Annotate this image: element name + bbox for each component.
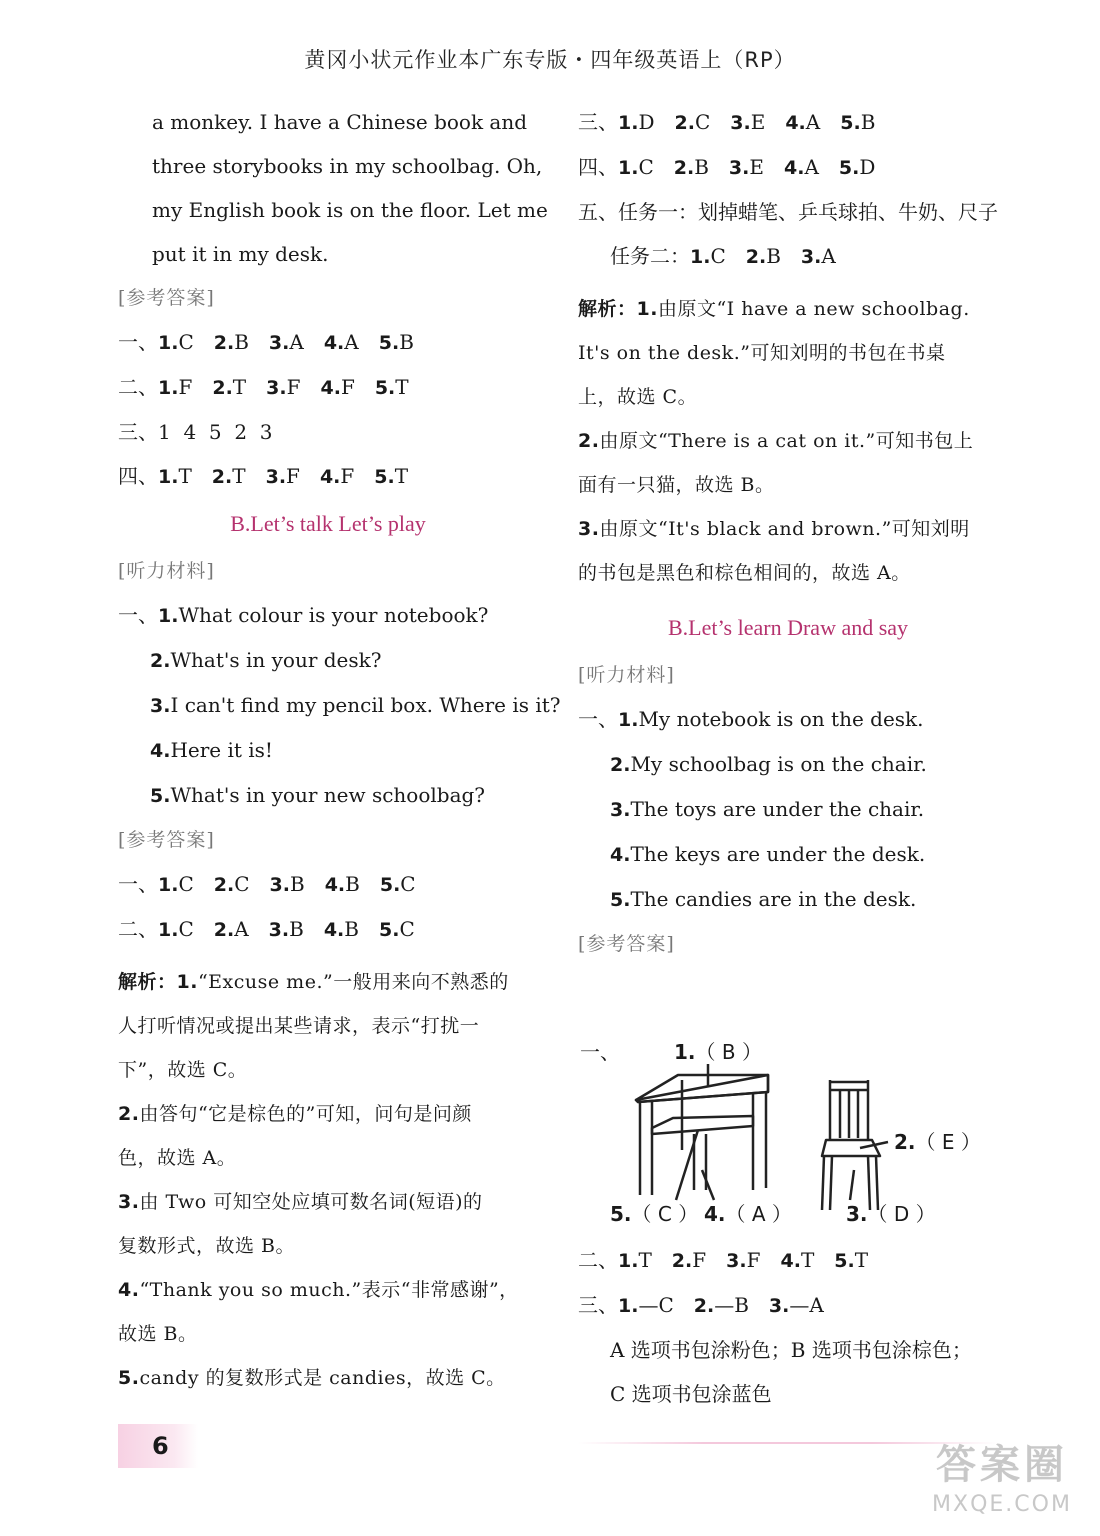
explanation-text: 的书包是黑色和棕色相间的，故选 A。	[578, 562, 911, 584]
listening-item	[118, 638, 538, 683]
answer-number: 1.	[618, 1250, 639, 1272]
answer-number: 1.	[158, 874, 179, 896]
answer-value: T	[232, 464, 246, 488]
explanation-text: 下”，故选 C。	[118, 1059, 248, 1081]
listening-text: What's in your desk?	[170, 648, 382, 672]
answer-item	[839, 145, 876, 190]
answer-item	[780, 1238, 814, 1283]
explanation-line	[578, 507, 998, 551]
answer-number: 3.	[730, 112, 751, 134]
listening-text: The keys are under the desk.	[630, 842, 926, 866]
answer-item	[784, 145, 819, 190]
answer-prefix: 三、	[578, 110, 618, 134]
answer-value: T	[638, 1248, 652, 1272]
explanation-line	[118, 1224, 538, 1268]
answer-item	[769, 1283, 824, 1328]
explanation-text: 由原文“I have a new schoolbag.	[657, 298, 970, 320]
answer-number: 2.	[212, 377, 233, 399]
reference-answer-tag: [参考答案]	[118, 287, 215, 309]
answer-value: F	[340, 464, 355, 488]
reference-answer-tag: [参考答案]	[578, 933, 675, 955]
listening-text: The toys are under the chair.	[630, 797, 925, 821]
answer-item	[374, 454, 408, 499]
answer-prefix: 一、	[118, 330, 158, 354]
answer-item	[214, 907, 249, 952]
answer-number: 4.	[320, 377, 341, 399]
answer-number: 3.	[768, 1295, 790, 1317]
diagram-prefix: 一、	[580, 1040, 620, 1064]
listening-list	[578, 697, 998, 922]
answer-value: B	[399, 330, 414, 354]
explanation-text: 故选 B。	[118, 1323, 198, 1345]
explanation-label: 解析：	[118, 971, 177, 993]
answer-row	[118, 320, 538, 365]
answer-value: F	[746, 1248, 761, 1272]
explanation-line	[118, 1312, 538, 1356]
answer-item	[158, 365, 192, 410]
answer-item	[746, 234, 781, 279]
answer-item	[379, 907, 415, 952]
answer-number: 2.	[213, 919, 235, 941]
answer-item	[690, 234, 726, 279]
answer-number: 4.	[324, 874, 346, 896]
answer-item	[324, 320, 359, 365]
answer-value: B	[344, 917, 359, 941]
answer-block	[118, 320, 538, 499]
passage-text	[118, 100, 548, 276]
answer-value: C	[710, 244, 726, 268]
listening-number: 2.	[610, 754, 631, 776]
explanation-line	[118, 1136, 538, 1180]
answer-item	[269, 907, 304, 952]
answer-number: 1.	[618, 112, 639, 134]
answer-number: 2.	[673, 157, 695, 179]
task-one: 五、任务一：划掉蜡笔、乒乓球拍、牛奶、尺子	[578, 200, 998, 224]
explanation-line	[578, 287, 998, 331]
label-num: 5.	[610, 1202, 632, 1226]
passage-line: put it in my desk.	[152, 242, 329, 266]
passage-line: my English book is on the floor. Let me	[152, 198, 548, 222]
page-number: 6	[118, 1424, 198, 1468]
listening-number: 4.	[610, 844, 631, 866]
answer-item	[840, 100, 875, 145]
page-header: 黄冈小状元作业本广东专版・四年级英语上（RP）	[304, 48, 796, 72]
answer-value: F	[340, 375, 355, 399]
listening-number: 1.	[618, 709, 639, 731]
answer-item	[801, 234, 836, 279]
answer-value: B	[345, 872, 360, 896]
listening-number: 1.	[158, 605, 179, 627]
answer-number: 3.	[268, 919, 290, 941]
answer-number: 1.	[618, 1295, 639, 1317]
listening-number: 2.	[150, 650, 171, 672]
label-num: 1.	[674, 1040, 696, 1064]
listening-text: Here it is!	[170, 738, 273, 762]
answer-value: B	[289, 917, 304, 941]
answer-prefix: 一、	[118, 872, 158, 896]
answer-row	[578, 100, 998, 145]
answer-number: 2.	[213, 874, 235, 896]
listening-prefix: 一、	[578, 707, 618, 731]
answer-item	[379, 320, 414, 365]
listening-number: 5.	[610, 889, 631, 911]
answer-prefix: 三、	[578, 1293, 618, 1317]
explanation-text: 由 Two 可知空处应填可数名词(短语)的	[139, 1191, 483, 1213]
answer-value: C	[400, 872, 416, 896]
answer-number: 2.	[213, 332, 235, 354]
diagram-label-4	[704, 1198, 792, 1227]
answer-value: C	[638, 155, 654, 179]
explanation-number: 3.	[578, 518, 600, 540]
label-num: 4.	[704, 1202, 726, 1226]
answer-item	[834, 1238, 868, 1283]
answer-value: B	[234, 330, 249, 354]
diagram-label-1	[674, 1036, 762, 1065]
answer-prefix: 二、	[118, 917, 158, 941]
answer-prefix: 四、	[578, 155, 618, 179]
answer-value: E	[750, 110, 766, 134]
label-answer: （ A ）	[725, 1202, 792, 1226]
answer-number: 2.	[693, 1295, 715, 1317]
answer-value: —A	[789, 1293, 824, 1317]
answer-number: 3.	[728, 157, 750, 179]
answer-value: A	[821, 244, 836, 268]
answer-number: 5.	[378, 332, 400, 354]
answer-number: 1.	[158, 332, 179, 354]
answer-value: —B	[714, 1293, 749, 1317]
listening-text: What colour is your notebook?	[178, 603, 489, 627]
answer-item	[674, 145, 709, 190]
explanation-line	[118, 1048, 538, 1092]
passage-line: a monkey. I have a Chinese book and	[152, 110, 528, 134]
passage-line: three storybooks in my schoolbag. Oh,	[152, 154, 543, 178]
explanation-text: 上，故选 C。	[578, 386, 698, 408]
answer-item	[158, 320, 194, 365]
answer-number: 4.	[319, 466, 341, 488]
answer-value: T	[178, 464, 192, 488]
answer-number: 4.	[323, 332, 345, 354]
answer-number: 5.	[374, 377, 396, 399]
explanation-line	[578, 463, 998, 507]
listening-item	[578, 787, 998, 832]
explanation-number: 1.	[636, 298, 658, 320]
left-column	[118, 100, 561, 1400]
answer-value: T	[854, 1248, 869, 1272]
explanation-text: 由原文“There is a cat on it.”可知书包上	[599, 430, 974, 452]
section-title: B.Let’s talk Let’s play	[230, 511, 426, 536]
answer-item	[266, 365, 300, 410]
explanation-line	[578, 375, 998, 419]
answer-item	[212, 454, 246, 499]
watermark-text: 答案圈	[936, 1442, 1068, 1488]
answer-row	[118, 410, 538, 454]
section-title: B.Let’s learn Draw and say	[667, 615, 909, 640]
answer-item	[375, 365, 409, 410]
answer-value: A	[344, 330, 359, 354]
answer-value: B	[766, 244, 781, 268]
answer-item	[785, 100, 820, 145]
answer-row	[578, 1283, 998, 1328]
explanation-number: 5.	[118, 1367, 140, 1389]
answer-number: 5.	[840, 112, 861, 134]
answer-value: —C	[638, 1293, 674, 1317]
explanation-line	[118, 1092, 538, 1136]
answer-sequence: 1 4 5 2 3	[158, 420, 273, 444]
listening-prefix: 一、	[118, 603, 158, 627]
explanation-text: 复数形式，故选 B。	[118, 1235, 296, 1257]
explanation-number: 3.	[118, 1191, 140, 1213]
answer-item	[266, 454, 300, 499]
answer-number: 1.	[158, 466, 179, 488]
diagram-label-5	[610, 1198, 698, 1227]
label-num: 2.	[894, 1130, 916, 1154]
answer-item	[675, 100, 711, 145]
listening-text: The candies are in the desk.	[630, 887, 917, 911]
answer-item	[270, 862, 305, 907]
explanation-number: 4.	[118, 1279, 140, 1301]
explanation-text: 人打听情况或提出某些请求，表示“打扰一	[118, 1015, 480, 1037]
answer-value: T	[395, 375, 409, 399]
answer-prefix: 三、	[118, 420, 158, 444]
watermark-logo	[912, 1440, 1092, 1530]
listening-text: What's in your new schoolbag?	[170, 783, 486, 807]
answer-number: 5.	[378, 919, 400, 941]
answer-value: T	[800, 1248, 815, 1272]
pointer-line-4	[702, 1170, 714, 1200]
explanation-text: 色，故选 A。	[118, 1147, 237, 1169]
right-column-bottom	[578, 1238, 998, 1416]
explanation-block	[118, 960, 538, 1400]
answer-item	[212, 365, 246, 410]
listening-number: 4.	[150, 740, 171, 762]
color-instruction-line: A 选项书包涂粉色；B 选项书包涂棕色；	[610, 1338, 972, 1362]
answer-value: D	[638, 110, 655, 134]
answer-row	[118, 454, 538, 499]
listening-list	[118, 593, 561, 818]
listening-number: 3.	[150, 695, 171, 717]
explanation-text: “Excuse me.”一般用来向不熟悉的	[197, 971, 509, 993]
listening-item	[578, 877, 998, 922]
diagram-label-3	[846, 1198, 936, 1227]
answer-value: F	[692, 1248, 707, 1272]
answer-prefix: 二、	[118, 375, 158, 399]
explanation-label: 解析：	[578, 298, 637, 320]
listening-text: My notebook is on the desk.	[638, 707, 924, 731]
answer-number: 4.	[785, 112, 806, 134]
explanation-line	[118, 1180, 538, 1224]
answer-row	[578, 1238, 998, 1283]
answer-value: C	[399, 917, 415, 941]
answer-value: B	[694, 155, 709, 179]
answer-number: 5.	[838, 157, 860, 179]
listening-number: 5.	[150, 785, 171, 807]
explanation-line	[578, 331, 998, 375]
answer-item	[325, 862, 360, 907]
listening-text: My schoolbag is on the chair.	[630, 752, 927, 776]
answer-number: 2.	[674, 112, 695, 134]
answer-value: B	[289, 872, 305, 896]
answer-value: A	[289, 330, 304, 354]
listening-material-tag: [听力材料]	[578, 664, 675, 686]
answer-item	[324, 907, 359, 952]
label-answer: （ D ）	[867, 1202, 936, 1226]
right-column	[578, 100, 998, 966]
answer-prefix: 四、	[118, 464, 158, 488]
answer-value: C	[694, 110, 711, 134]
answer-number: 3.	[726, 1250, 747, 1272]
explanation-number: 2.	[578, 430, 600, 452]
answer-item	[158, 454, 192, 499]
answer-item	[672, 1238, 706, 1283]
answer-value: C	[178, 872, 194, 896]
answer-number: 3.	[800, 246, 822, 268]
color-instruction-line: C 选项书包涂蓝色	[610, 1382, 772, 1406]
answer-item	[158, 907, 194, 952]
explanation-text: “Thank you so much.”表示“非常感谢”，	[139, 1279, 519, 1301]
explanation-block	[578, 287, 998, 595]
label-answer: （ E ）	[915, 1130, 981, 1154]
explanation-number: 2.	[118, 1103, 140, 1125]
answer-value: A	[234, 917, 249, 941]
answer-item	[729, 145, 764, 190]
answer-item	[694, 1283, 749, 1328]
task-two	[578, 234, 998, 279]
answer-value: F	[178, 375, 193, 399]
explanation-text: 由答句“它是棕色的”可知，问句是问颜	[139, 1103, 472, 1125]
answer-row	[578, 145, 998, 190]
answer-item	[214, 320, 249, 365]
answer-number: 1.	[618, 157, 639, 179]
answer-item	[320, 454, 354, 499]
listening-material-tag: [听力材料]	[118, 560, 215, 582]
explanation-line	[118, 1268, 538, 1312]
answer-block	[578, 100, 998, 190]
explanation-text: candy 的复数形式是 candies，故选 C。	[139, 1367, 506, 1389]
listening-item	[578, 832, 998, 877]
answer-item	[730, 100, 765, 145]
explanation-line	[118, 1356, 538, 1400]
answer-number: 1.	[690, 246, 711, 268]
answer-item	[320, 365, 354, 410]
answer-item	[726, 1238, 760, 1283]
answer-number: 1.	[158, 919, 179, 941]
answer-number: 3.	[269, 874, 290, 896]
answer-item	[214, 862, 250, 907]
listening-item	[578, 697, 998, 742]
answer-number: 4.	[783, 157, 805, 179]
reference-answer-tag: [参考答案]	[118, 829, 215, 851]
answer-number: 2.	[671, 1250, 693, 1272]
pointer-line-3	[850, 1170, 854, 1200]
answer-value: T	[232, 375, 247, 399]
answer-value: C	[178, 330, 194, 354]
answer-row	[118, 365, 538, 410]
answer-number: 4.	[323, 919, 345, 941]
answer-value: C	[178, 917, 194, 941]
answer-value: A	[805, 110, 821, 134]
answer-value: F	[286, 375, 301, 399]
answer-row	[118, 862, 538, 907]
task-two-answers	[690, 244, 856, 268]
answer-item	[618, 145, 654, 190]
listening-item	[118, 593, 538, 638]
answer-value: T	[394, 464, 409, 488]
answer-value: F	[286, 464, 300, 488]
answer-number: 2.	[211, 466, 233, 488]
answer-prefix: 二、	[578, 1248, 618, 1272]
task-two-label: 任务二：	[610, 244, 690, 268]
answer-number: 1.	[158, 377, 179, 399]
diagram-label-2	[894, 1126, 981, 1155]
listening-item	[118, 773, 538, 818]
answer-item	[618, 1283, 674, 1328]
label-num: 3.	[846, 1202, 868, 1226]
listening-item	[578, 742, 998, 787]
answer-number: 3.	[265, 466, 287, 488]
explanation-text: 由原文“It's black and brown.”可知刘明	[599, 518, 970, 540]
answer-item	[380, 862, 416, 907]
answer-item	[618, 100, 655, 145]
listening-item	[118, 728, 538, 773]
answer-number: 5.	[379, 874, 401, 896]
explanation-line	[118, 960, 538, 1004]
answer-number: 3.	[266, 377, 287, 399]
answer-item	[158, 862, 194, 907]
watermark-url: MXQE.COM	[932, 1492, 1072, 1517]
answer-block	[578, 1238, 998, 1328]
explanation-line	[578, 551, 998, 595]
label-answer: （ B ）	[695, 1040, 762, 1064]
listening-number: 3.	[610, 799, 631, 821]
answer-item	[618, 1238, 652, 1283]
answer-value: E	[749, 155, 764, 179]
listening-text: I can't find my pencil box. Where is it?	[170, 693, 561, 717]
explanation-number: 1.	[176, 971, 198, 993]
answer-value: B	[860, 110, 876, 134]
answer-value: C	[234, 872, 250, 896]
label-answer: （ C ）	[631, 1202, 699, 1226]
answer-number: 5.	[834, 1250, 855, 1272]
explanation-line	[118, 1004, 538, 1048]
desk-chair-diagram	[578, 1030, 998, 1230]
answer-block	[118, 862, 538, 952]
answer-item	[269, 320, 304, 365]
answer-number: 4.	[780, 1250, 801, 1272]
explanation-text: 面有一只猫，故选 B。	[578, 474, 775, 496]
answer-value: A	[804, 155, 819, 179]
explanation-line	[578, 419, 998, 463]
answer-row	[118, 907, 538, 952]
listening-item	[118, 683, 561, 728]
answer-value: D	[859, 155, 876, 179]
answer-number: 3.	[268, 332, 290, 354]
answer-number: 2.	[745, 246, 767, 268]
explanation-text: It's on the desk.”可知刘明的书包在书桌	[578, 342, 946, 364]
answer-number: 5.	[374, 466, 395, 488]
